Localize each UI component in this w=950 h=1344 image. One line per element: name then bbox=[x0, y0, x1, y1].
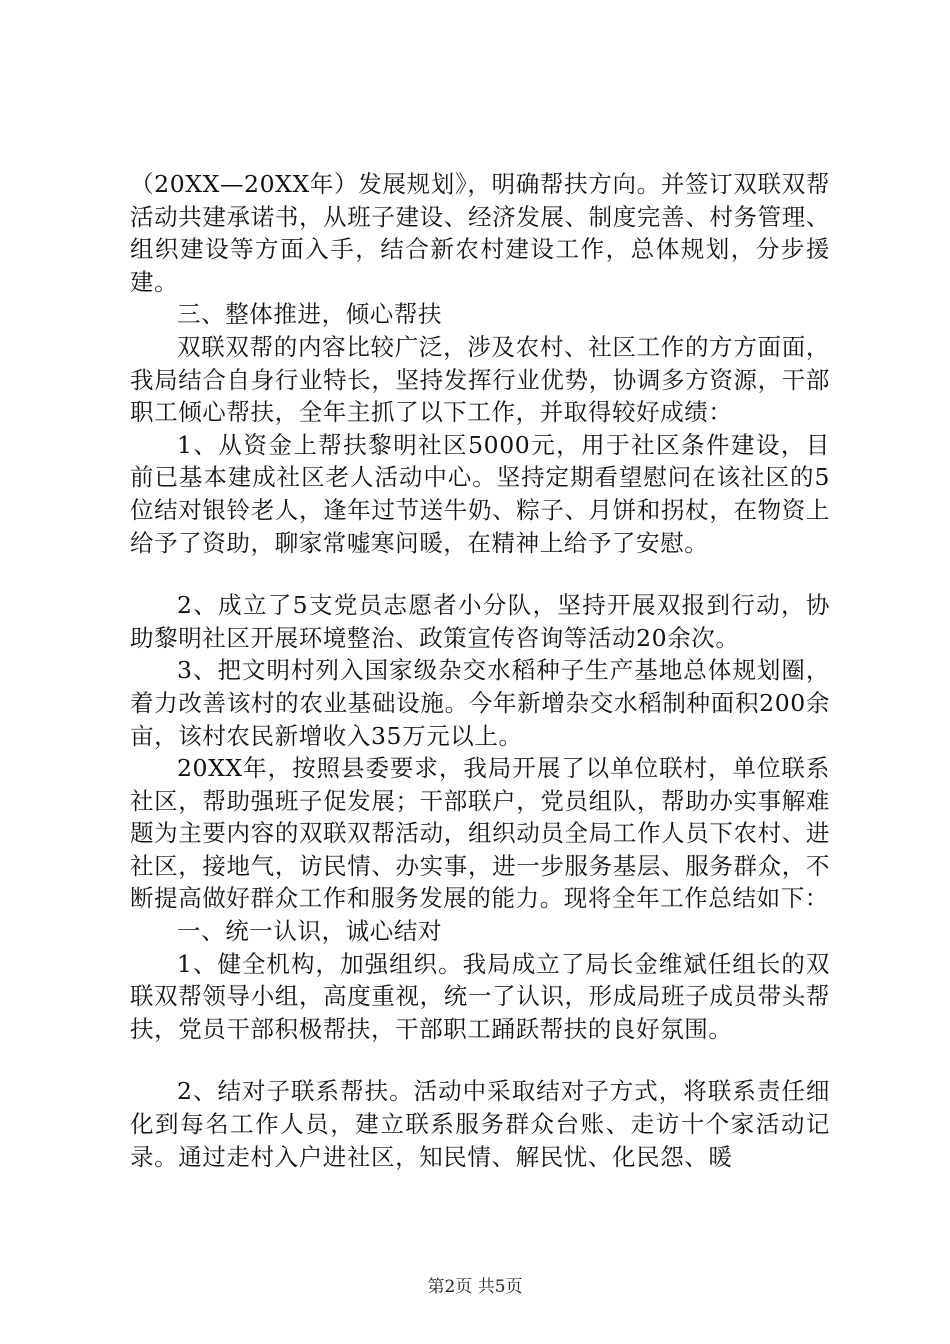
page-number-footer: 第2页 共5页 bbox=[427, 1277, 523, 1297]
document-body bbox=[130, 168, 830, 1173]
list-item-rice-base: 3、把文明村列入国家级杂交水稻种子生产基地总体规划圈，着力改善该村的农业基础设施。今年新增杂交水稻制种面积200余亩，该村农民新增收入35万元以上。 bbox=[130, 656, 830, 750]
list-item-pairing: 2、结对子联系帮扶。活动中采取结对子方式，将联系责任细化到每名工作人员，建立联系服务群众台账、走访十个家活动记录。通过走村入户进社区，知民情、解民忧、化民怨、暖 bbox=[130, 1077, 830, 1171]
paragraph-summary-intro: 20XX年，按照县委要求，我局开展了以单位联村，单位联系社区，帮助强班子促发展；干部联户，党员组队，帮助办实事解难题为主要内容的双联双帮活动，组织动员全局工作人员下农村、进社区，接地气，访民情、办实事，进一步服务基层、服务群众，不断提高做好群众工作和服务发展的能力。现将全年工作总结如下： bbox=[130, 754, 830, 913]
list-item-organization: 1、健全机构，加强组织。我局成立了局长金维斌任组长的双联双帮领导小组，高度重视，统一了认识，形成局班子成员带头帮扶，党员干部积极帮扶，干部职工踊跃帮扶的良好氛围。 bbox=[130, 949, 830, 1043]
paragraph-section-3-intro: 双联双帮的内容比较广泛，涉及农村、社区工作的方方面面，我局结合自身行业特长，坚持发挥行业优势，协调多方资源，干部职工倾心帮扶，全年主抓了以下工作，并取得较好成绩： bbox=[130, 332, 830, 427]
paragraph-plan-continuation: （20XX—20XX年）发展规划》，明确帮扶方向。并签订双联双帮活动共建承诺书，从班子建设、经济发展、制度完善、村务管理、组织建设等方面入手，结合新农村建设工作，总体规划，分步援建。 bbox=[130, 170, 830, 296]
section-heading-3: 三、整体推进，倾心帮扶 bbox=[177, 300, 443, 329]
list-item-volunteers: 2、成立了5支党员志愿者小分队，坚持开展双报到行动，协助黎明社区开展环境整治、政策宣传咨询等活动20余次。 bbox=[130, 591, 830, 652]
list-item-funding: 1、从资金上帮扶黎明社区5000元，用于社区条件建设，目前已基本建成社区老人活动中心。坚持定期看望慰问在该社区的5位结对银铃老人，逢年过节送牛奶、粽子、月饼和拐杖，在物资上给予了资助，聊家常嘘寒问暖，在精神上给予了安慰。 bbox=[130, 430, 830, 557]
section-heading-1: 一、统一认识，诚心结对 bbox=[177, 917, 443, 946]
